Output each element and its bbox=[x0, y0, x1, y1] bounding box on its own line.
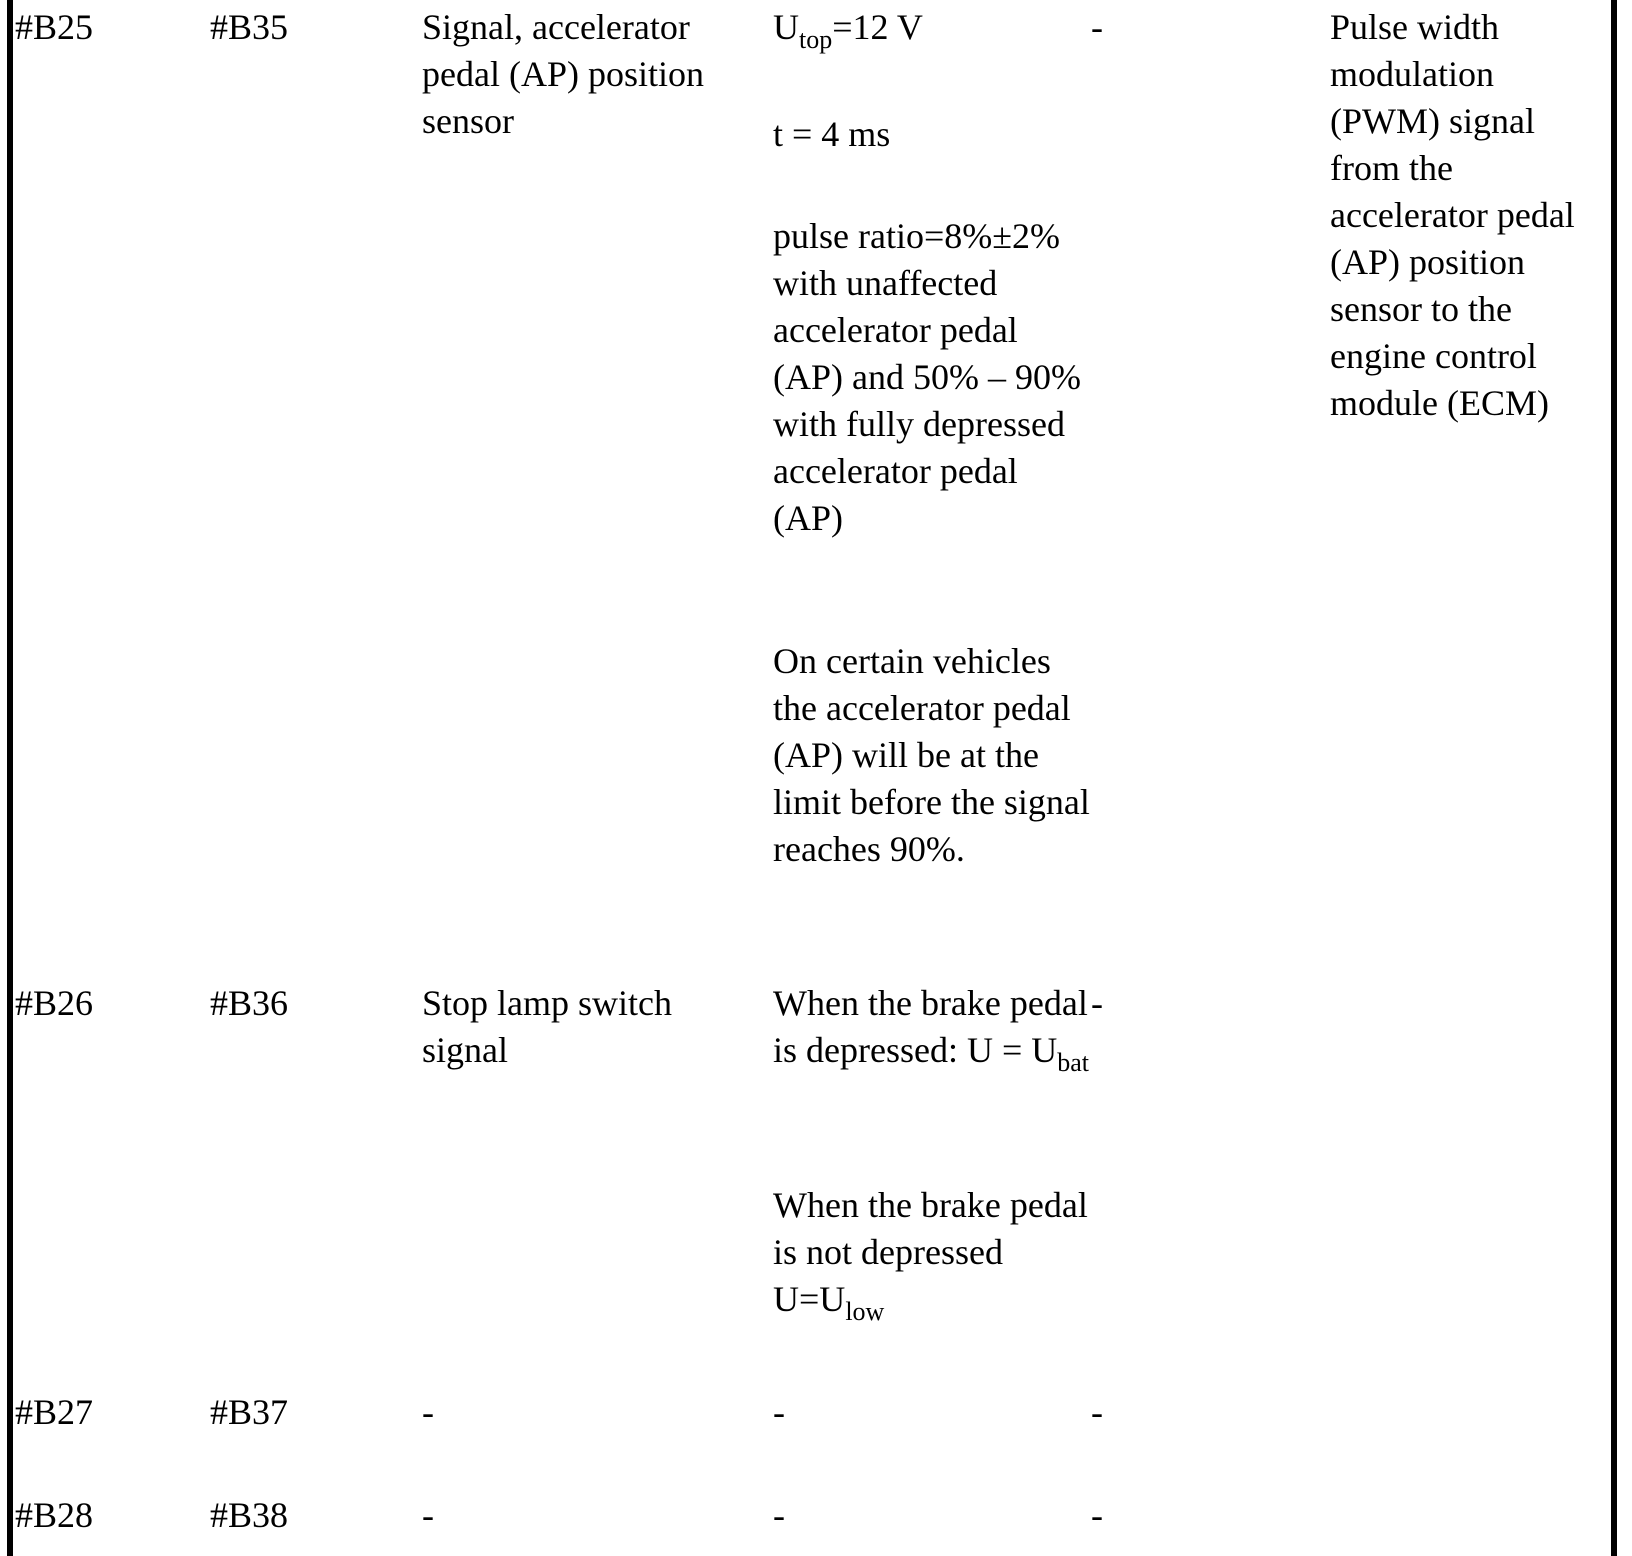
row2-description: Stop lamp switch signal bbox=[422, 983, 672, 1070]
row3-pin-b: #B37 bbox=[210, 1392, 289, 1432]
row1-spec-voltage: $U_{top}=12$ V bbox=[773, 7, 923, 54]
row3-spec: - bbox=[773, 1392, 785, 1432]
row4-spec: - bbox=[773, 1495, 785, 1535]
row4-pin-a: #B28 bbox=[15, 1495, 94, 1535]
row1-remark: Pulse width modulation (PWM) signal from the accelerator pedal (AP) position sensor to the engine control module (ECM) bbox=[1330, 7, 1575, 423]
row2-spec-depressed: When the brake pedal is depressed: $U = U_{bat}$ bbox=[773, 983, 1090, 1077]
row2-value: - bbox=[1091, 983, 1103, 1023]
row2-pin-b: #B36 bbox=[210, 983, 289, 1023]
row3-value: - bbox=[1091, 1392, 1103, 1432]
row4-value: - bbox=[1091, 1495, 1103, 1535]
table-right-border bbox=[1611, 0, 1617, 1556]
row1-spec-pulse-ratio: pulse ratio=8%±2% with unaffected accelerator pedal (AP) and 50% – 90% with fully depressed accelerator pedal (AP) bbox=[773, 216, 1081, 538]
row1-spec bbox=[773, 4, 1091, 54]
row1-pin-a: #B25 bbox=[15, 7, 94, 47]
table-left-border bbox=[7, 0, 13, 1556]
row1-pin-b: #B35 bbox=[210, 7, 289, 47]
row1-spec-note: On certain vehicles the accelerator pedal (AP) will be at the limit before the signal reaches 90%. bbox=[773, 641, 1090, 869]
row1-spec-period: t = 4 ms bbox=[773, 114, 891, 154]
row1-description: Signal, accelerator pedal (AP) position sensor bbox=[422, 7, 704, 141]
row2-pin-a: #B26 bbox=[15, 983, 94, 1023]
row3-pin-a: #B27 bbox=[15, 1392, 94, 1432]
row3-description: - bbox=[422, 1392, 434, 1432]
row4-pin-b: #B38 bbox=[210, 1495, 289, 1535]
row1-value: - bbox=[1091, 7, 1103, 47]
row4-description: - bbox=[422, 1495, 434, 1535]
row2-spec-not-depressed: When the brake pedal is not depressed $U=U_{low}$ bbox=[773, 1185, 1088, 1326]
